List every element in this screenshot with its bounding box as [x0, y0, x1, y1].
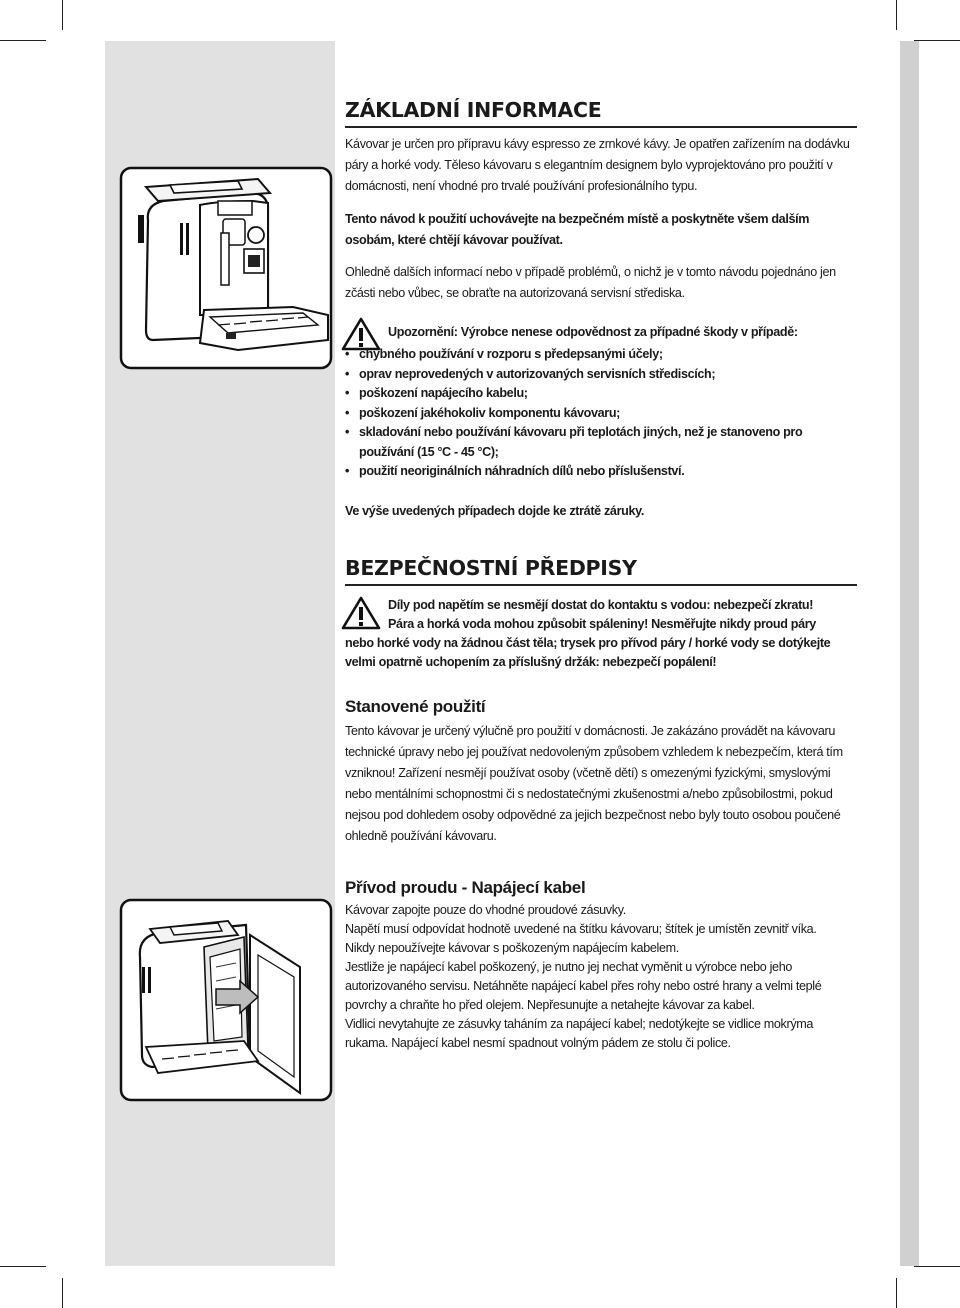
power-cable-title: Přívod proudu - Napájecí kabel — [345, 877, 586, 897]
danger-rest: nebo horké vody na žádnou část těla; trysek pro přívod páry / horké vody se dotýkejte velmi opatrně uchopením za příslušný držák: nebezpečí popálení! — [345, 635, 831, 669]
power-line: Vidlici nevytahujte ze zásuvky taháním za napájecí kabel; nedotýkejte se vidlice mokrýma rukama. Napájecí kabel nesmí spadnout volným pádem ze stolu či police. — [345, 1016, 814, 1050]
power-line: Jestliže je napájecí kabel poškozený, je nutno jej nechat vyměnit u výrobce nebo jeho autorizovaného servisu. Netáhněte napájecí kabel přes rohy nebo ostré hrany a velmi teplé povrchy a chraňte ho před olejem. Nepřesunujte a netahejte kávovar za kabel. — [345, 959, 822, 1012]
section-heading-basic-info: ZÁKLADNÍ INFORMACE — [345, 95, 857, 128]
power-line: Kávovar zapojte pouze do vhodné proudové zásuvky. — [345, 902, 626, 917]
section-heading-safety: BEZPEČNOSTNÍ PŘEDPISY — [345, 553, 857, 586]
right-gray-band — [900, 41, 919, 1266]
danger-line-2: Pára a horká voda mohou způsobit spáleniny! Nesměřujte nikdy proud páry — [388, 616, 816, 631]
keep-manual-paragraph: Tento návod k použití uchovávejte na bezpečném místě a poskytněte všem dalším osobám, které chtějí kávovar používat. — [345, 212, 810, 247]
list-item: • skladování nebo používání kávovaru při teplotách jiných, než je stanoveno pro používání (15 °C - 45 °C); — [345, 423, 857, 462]
list-item: • poškození jakéhokoliv komponentu kávovaru; — [345, 404, 857, 424]
intended-use-text: Tento kávovar je určený výlučně pro použití v domácnosti. Je zakázáno provádět na kávovaru technické úpravy nebo jej používat nedovoleným způsobem vzhledem k nebezpečím, která tím vzniknou! Zařízení nesmějí používat osoby (včetně dětí) s omezenými fyzickými, smyslovými nebo mentálními schopnostmi či s nedostatečnými zkušenostmi a/nebo způsobilostmi, pokud nejsou pod dohledem osoby odpovědné za jejich bezpečnost nebo byly touto osobou poučené ohledně používání kávovaru. — [345, 723, 843, 843]
warranty-note: Ve výše uvedených případech dojde ke ztrátě záruky. — [345, 503, 644, 518]
power-line: Napětí musí odpovídat hodnotě uvedené na štítku kávovaru; štítek je umístěn zevnitř víka. — [345, 921, 817, 936]
main-content — [345, 95, 857, 1053]
power-cable-text — [345, 901, 857, 1053]
intended-use-title: Stanovené použití — [345, 696, 486, 716]
danger-line-1: Díly pod napětím se nesmějí dostat do kontaktu s vodou: nebezpečí zkratu! — [388, 597, 814, 612]
contact-service-paragraph: Ohledně dalších informací nebo v případě problémů, o nichž je v tomto návodu pojednáno jen zčásti nebo vůbec, se obraťte na autorizovaná servisní střediska. — [345, 265, 836, 300]
liability-warning — [345, 323, 857, 482]
warning-title: Upozornění: Výrobce nenese odpovědnost za případné škody v případě: — [388, 325, 798, 339]
warning-list — [345, 345, 857, 482]
warning-triangle-icon — [341, 596, 381, 630]
list-item: • chybného používání v rozporu s předepsanými účely; — [345, 345, 857, 365]
power-line: Nikdy nepoužívejte kávovar s poškozeným napájecím kabelem. — [345, 940, 679, 955]
list-item: • oprav neprovedených v autorizovaných servisních střediscích; — [345, 365, 857, 385]
coffee-machine-illustration — [118, 165, 334, 371]
list-item: • použití neoriginálních náhradních dílů nebo příslušenství. — [345, 462, 857, 482]
intro-paragraph: Kávovar je určen pro přípravu kávy espresso ze zrnkové kávy. Je opatřen zařízením na dodávku páry a horké vody. Těleso kávovaru s elegantním designem bylo vyprojektováno pro použití v domácnosti, není vhodné pro trvalé používání profesionálního typu. — [345, 137, 850, 193]
danger-warning — [345, 596, 857, 672]
coffee-machine-door-illustration — [118, 897, 334, 1103]
list-item: • poškození napájecího kabelu; — [345, 384, 857, 404]
